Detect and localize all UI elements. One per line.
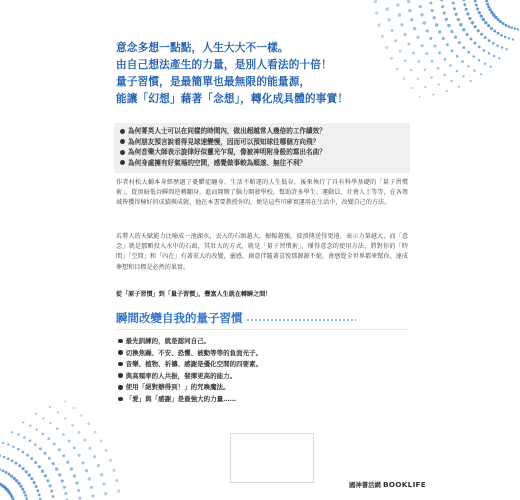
barcode-placeholder	[230, 433, 314, 483]
bullet-icon	[120, 129, 125, 134]
headline-line: 量子習慣，是最簡單也最無限的能量源，	[116, 76, 311, 88]
question-text: 為何菁英人士可以在同樣的時間內，做出超越常人幾倍的工作績效？	[128, 127, 326, 135]
question-item	[120, 126, 404, 137]
bullet-icon	[120, 139, 125, 144]
bullet-icon	[118, 397, 123, 402]
headline-line: 意念多想一點點，人生大大不一樣。	[116, 42, 289, 54]
list-item	[118, 371, 368, 383]
bullet-icon	[118, 385, 123, 390]
section-title: 瞬間改變自我的量子習慣	[116, 311, 243, 325]
bullet-icon	[118, 362, 123, 367]
publisher-logo	[349, 472, 426, 491]
question-text: 為何身處擁有好氣場的空間，感覺做事較為順遂、無往不利？	[128, 158, 307, 167]
bullet-icon	[118, 373, 123, 378]
dot-swirl-decoration-bottom	[0, 300, 130, 500]
key-points-list	[118, 336, 368, 406]
list-item	[118, 348, 368, 360]
list-item-text: 最先訓練的，就是認同自己。	[125, 337, 211, 345]
list-item-text: 切換焦躁、不安、恐懼、被動等等的負面光子。	[125, 348, 263, 357]
list-item	[118, 359, 368, 371]
body-paragraph-author: 作者村松大輔本身經歷過了憂鬱症纏身，生活不順遂的人生低谷，後來執行了具有科學基礎的「量子習慣術」，從黑暗低谷瞬間逆轉翻身，進而開辦了腦力開發學校，幫助許多學生、運動員、社會人士等等，在各領域皆獲得極好的成績與成就，他在本書要教授你的，便是這些可確實運用在生活中，改變自己的方法。	[116, 179, 408, 207]
publisher-name-en: BOOKLIFE	[382, 480, 427, 489]
list-item-text: 「愛」與「感謝」是最強大的力量……	[125, 394, 237, 403]
question-item	[120, 137, 404, 148]
body-paragraph-tagline: 從「原子習慣」到「量子習慣」，豐富人生就在轉瞬之間！	[116, 291, 272, 298]
publisher-name-cn: 國神書活網	[349, 481, 381, 489]
question-text: 為何音樂大師表示旋律好似靈光乍現，像被神明附身般的寫出名曲？	[128, 148, 326, 157]
dotted-line-decoration	[246, 318, 356, 322]
list-item-text: 與高頻率的人共振，發揮更高的能力。	[125, 371, 237, 380]
list-item	[118, 382, 368, 394]
list-item-text: 使用「絕對辦得到！」的咒喚魔法。	[125, 383, 230, 392]
divider	[116, 329, 408, 330]
body-paragraph-metaphor: 若將人的天賦能力比喻成一池湖水，丟入的石頭越大，振幅越強，波浪傳送得更遠，表示力量越大，而「意念」就是那顆投入水中的石頭，其壯大的方式，就是「量子習慣術」，懂得意念的使用方法，將對你的「時間」「空間」和「內在」有著重大的改變，靈感、創意伴隨著喜悅那源源不絕，會感覺全世界都來幫你，達成夢想和目標是必然的果實。	[116, 233, 408, 271]
bullet-icon	[120, 160, 125, 165]
question-box	[114, 123, 410, 173]
headline-banner	[116, 40, 378, 108]
bullet-icon	[120, 150, 125, 155]
question-item	[120, 158, 404, 169]
headline-line: 能讓「幻想」藉著「念想」，轉化成具體的事實！	[116, 93, 349, 105]
list-item	[118, 394, 368, 406]
bullet-icon	[118, 339, 123, 344]
bullet-icon	[118, 350, 123, 355]
question-text: 為何朋友預言說看得見球速變慢，因而可以預知球往哪個方向飛？	[128, 137, 320, 146]
list-item	[118, 336, 368, 348]
question-item	[120, 147, 404, 158]
list-item-text: 音樂、植物、祈禱、感謝是優化空間的四要素。	[125, 360, 263, 369]
headline-line: 由自己想法產生的力量，是別人看法的十倍！	[116, 59, 332, 71]
